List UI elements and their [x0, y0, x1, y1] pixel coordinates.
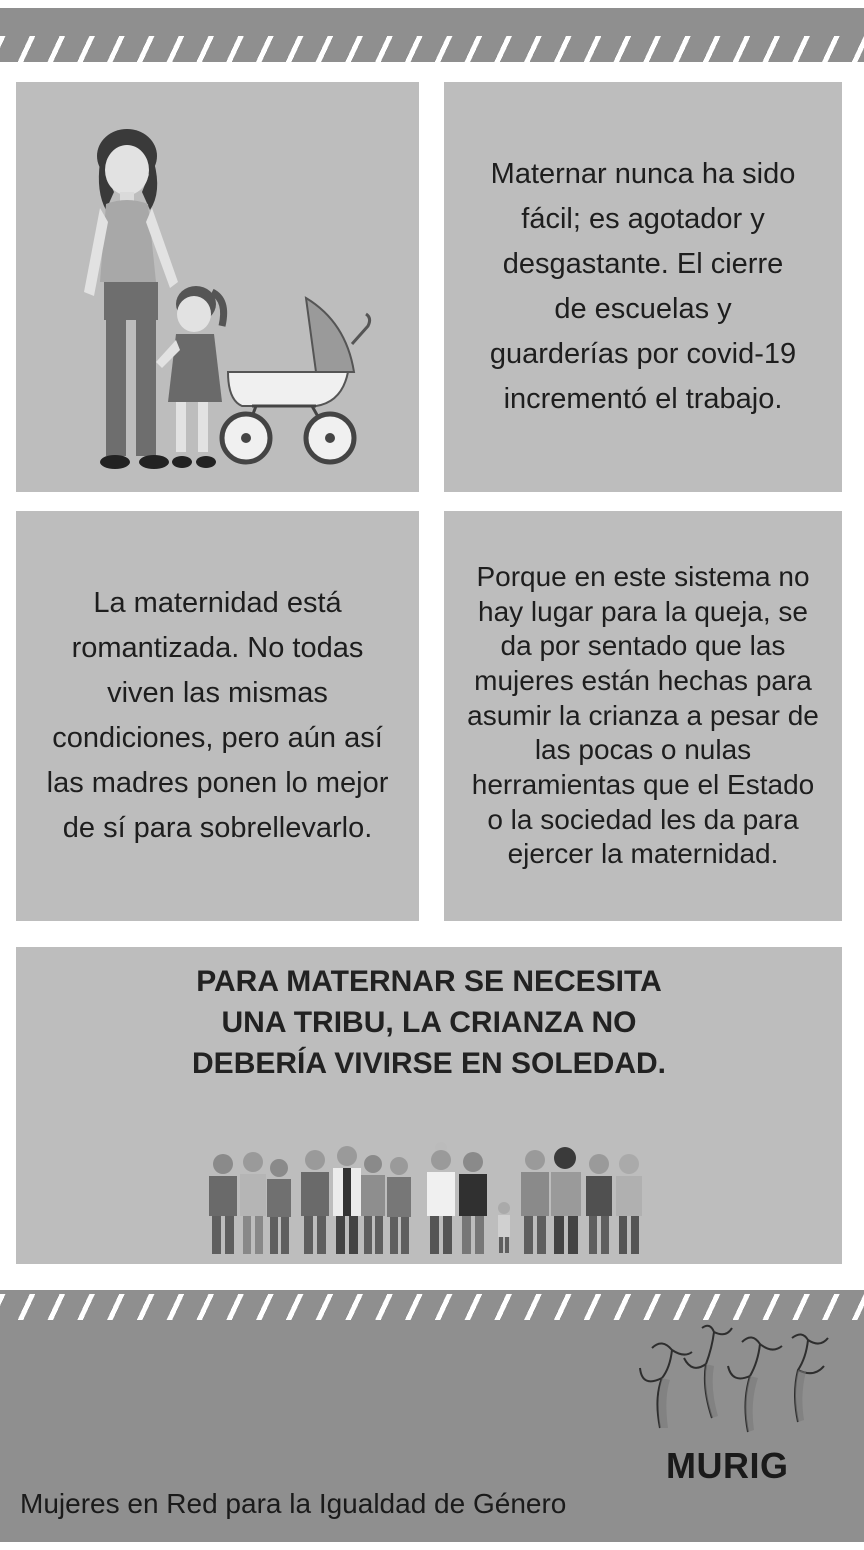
- tribe-slogan: PARA MATERNAR SE NECESITA UNA TRIBU, LA CRIANZA NO DEBERÍA VIVIRSE EN SOLEDAD.: [192, 965, 666, 1080]
- romantizada-text-panel: [16, 511, 419, 921]
- mother-child-illustration-panel: [16, 82, 419, 492]
- footer-band: [0, 1290, 864, 1542]
- tribe-slogan-panel: [16, 947, 842, 1264]
- murig-dancers-logo-icon: [632, 1318, 832, 1458]
- sistema-text-panel: [444, 511, 842, 921]
- maternar-text-panel: [444, 82, 842, 492]
- top-hatch-band: [0, 8, 864, 62]
- mother-child-stroller-icon: [16, 82, 419, 492]
- romantizada-paragraph: La maternidad está romantizada. No todas viven las mismas condiciones, pero aún así las madres ponen lo mejor de sí para sobrellevarlo.: [46, 587, 389, 844]
- murig-brand: MURIG: [666, 1445, 789, 1486]
- maternar-paragraph: Maternar nunca ha sido fácil; es agotador y desgastante. El cierre de escuelas y guarderías por covid-19 incrementó el trabajo.: [489, 158, 797, 415]
- bottom-hatch-stripes: [0, 1294, 864, 1320]
- organization-name: Mujeres en Red para la Igualdad de Género: [20, 1488, 567, 1519]
- top-hatch-stripes: [0, 36, 864, 62]
- sistema-paragraph: Porque en este sistema no hay lugar para la queja, se da por sentado que las mujeres están hechas para asumir la crianza a pesar de las pocas o nulas herramientas que el Estado o la sociedad les da para ejercer la maternidad.: [467, 560, 819, 870]
- tribe-group-icon: [201, 1142, 661, 1257]
